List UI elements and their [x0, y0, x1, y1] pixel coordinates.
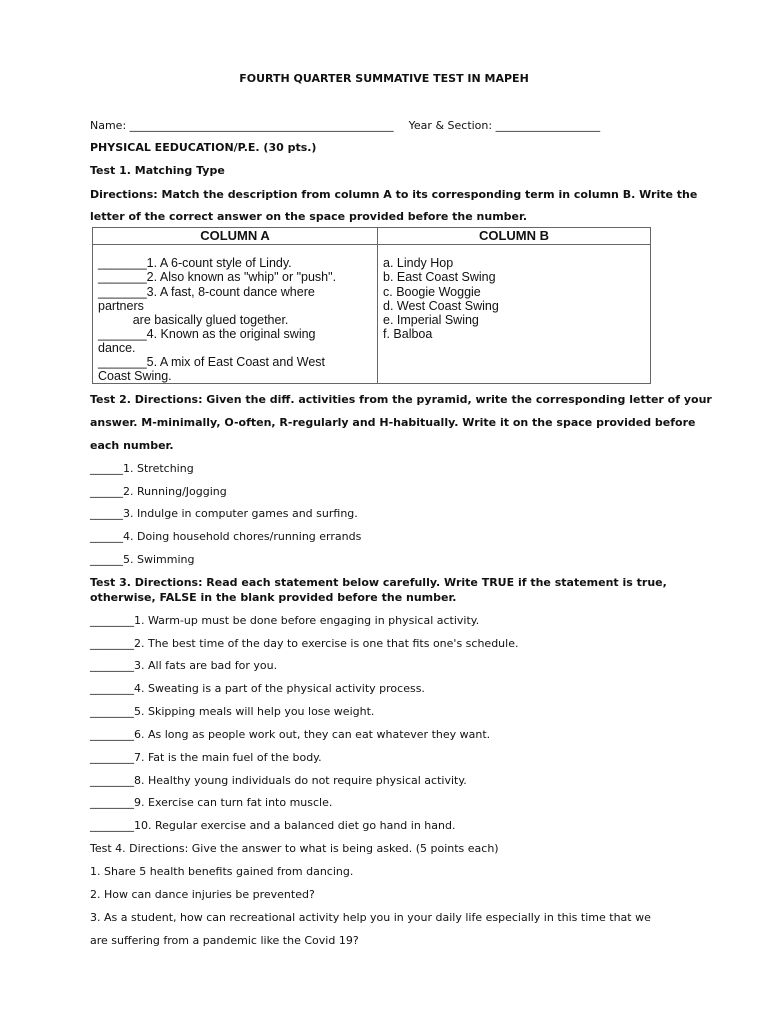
column-a-line: _______2. Also known as "whip" or "push".: [98, 270, 337, 284]
test3-item: ________1. Warm-up must be done before engaging in physical activity.: [90, 614, 480, 627]
column-a-line: _______1. A 6-count style of Lindy.: [98, 256, 292, 270]
column-a-line: partners: [98, 299, 144, 313]
column-a-line: dance.: [98, 341, 136, 355]
test2-item: ______3. Indulge in computer games and surfing.: [90, 507, 358, 520]
test3-item: ________7. Fat is the main fuel of the body.: [90, 751, 322, 764]
test3-item: ________6. As long as people work out, they can eat whatever they want.: [90, 728, 491, 741]
column-a-line: Coast Swing.: [98, 369, 172, 383]
test3-item: ________5. Skipping meals will help you lose weight.: [90, 705, 375, 718]
column-a-line: are basically glued together.: [98, 313, 289, 327]
column-b-item: b. East Coast Swing: [383, 270, 496, 284]
column-a: [93, 228, 378, 383]
column-b-item: f. Balboa: [383, 327, 433, 341]
subject-heading: PHYSICAL EEDUCATION/P.E. (30 pts.): [90, 141, 317, 154]
test3-directions-line1: Test 3. Directions: Read each statement below carefully. Write TRUE if the statement is true,: [90, 576, 667, 589]
test3-item: ________2. The best time of the day to exercise is one that fits one's schedule.: [90, 637, 519, 650]
name-field-label: Name: ________________________________________________: [90, 119, 394, 132]
column-b-header: COLUMN B: [378, 228, 650, 245]
test3-item: ________4. Sweating is a part of the physical activity process.: [90, 682, 425, 695]
column-a-line: _______5. A mix of East Coast and West: [98, 355, 325, 369]
test2-item: ______5. Swimming: [90, 553, 195, 566]
column-b: [378, 228, 650, 383]
test4-question-2: 2. How can dance injuries be prevented?: [90, 888, 315, 901]
test2-directions-line1: Test 2. Directions: Given the diff. activities from the pyramid, write the corresponding letter of your: [90, 393, 712, 406]
test2-directions-line3: each number.: [90, 439, 174, 452]
test3-item: ________10. Regular exercise and a balanced diet go hand in hand.: [90, 819, 456, 832]
test3-item: ________9. Exercise can turn fat into muscle.: [90, 796, 333, 809]
test2-directions-line2: answer. M-minimally, O-often, R-regularly and H-habitually. Write it on the space provided before: [90, 416, 696, 429]
test1-heading: Test 1. Matching Type: [90, 164, 225, 177]
column-b-item: e. Imperial Swing: [383, 313, 479, 327]
document-title: FOURTH QUARTER SUMMATIVE TEST IN MAPEH: [239, 72, 529, 85]
test2-item: ______2. Running/Jogging: [90, 485, 227, 498]
test3-item: ________3. All fats are bad for you.: [90, 659, 278, 672]
test2-item: ______1. Stretching: [90, 462, 194, 475]
column-b-item: d. West Coast Swing: [383, 299, 499, 313]
test4-question-1: 1. Share 5 health benefits gained from dancing.: [90, 865, 354, 878]
column-a-line: _______4. Known as the original swing: [98, 327, 316, 341]
column-a-line: _______3. A fast, 8-count dance where: [98, 285, 315, 299]
column-a-header: COLUMN A: [93, 228, 377, 245]
column-b-item: a. Lindy Hop: [383, 256, 454, 270]
test1-directions-line2: letter of the correct answer on the space provided before the number.: [90, 210, 528, 223]
test3-item: ________8. Healthy young individuals do not require physical activity.: [90, 774, 467, 787]
test3-directions-line2: otherwise, FALSE in the blank provided before the number.: [90, 591, 457, 604]
test4-question-3-line1: 3. As a student, how can recreational activity help you in your daily life especially in this time that we: [90, 911, 651, 924]
name-row: [90, 119, 600, 132]
test4-directions: Test 4. Directions: Give the answer to what is being asked. (5 points each): [90, 842, 499, 855]
column-b-item: c. Boogie Woggie: [383, 285, 481, 299]
test2-item: ______4. Doing household chores/running errands: [90, 530, 362, 543]
year-section-field-label: Year & Section: ___________________: [408, 119, 601, 132]
matching-table: [92, 227, 651, 384]
test4-question-3-line2: are suffering from a pandemic like the Covid 19?: [90, 934, 359, 947]
test1-directions-line1: Directions: Match the description from column A to its corresponding term in column B. Write the: [90, 188, 698, 201]
